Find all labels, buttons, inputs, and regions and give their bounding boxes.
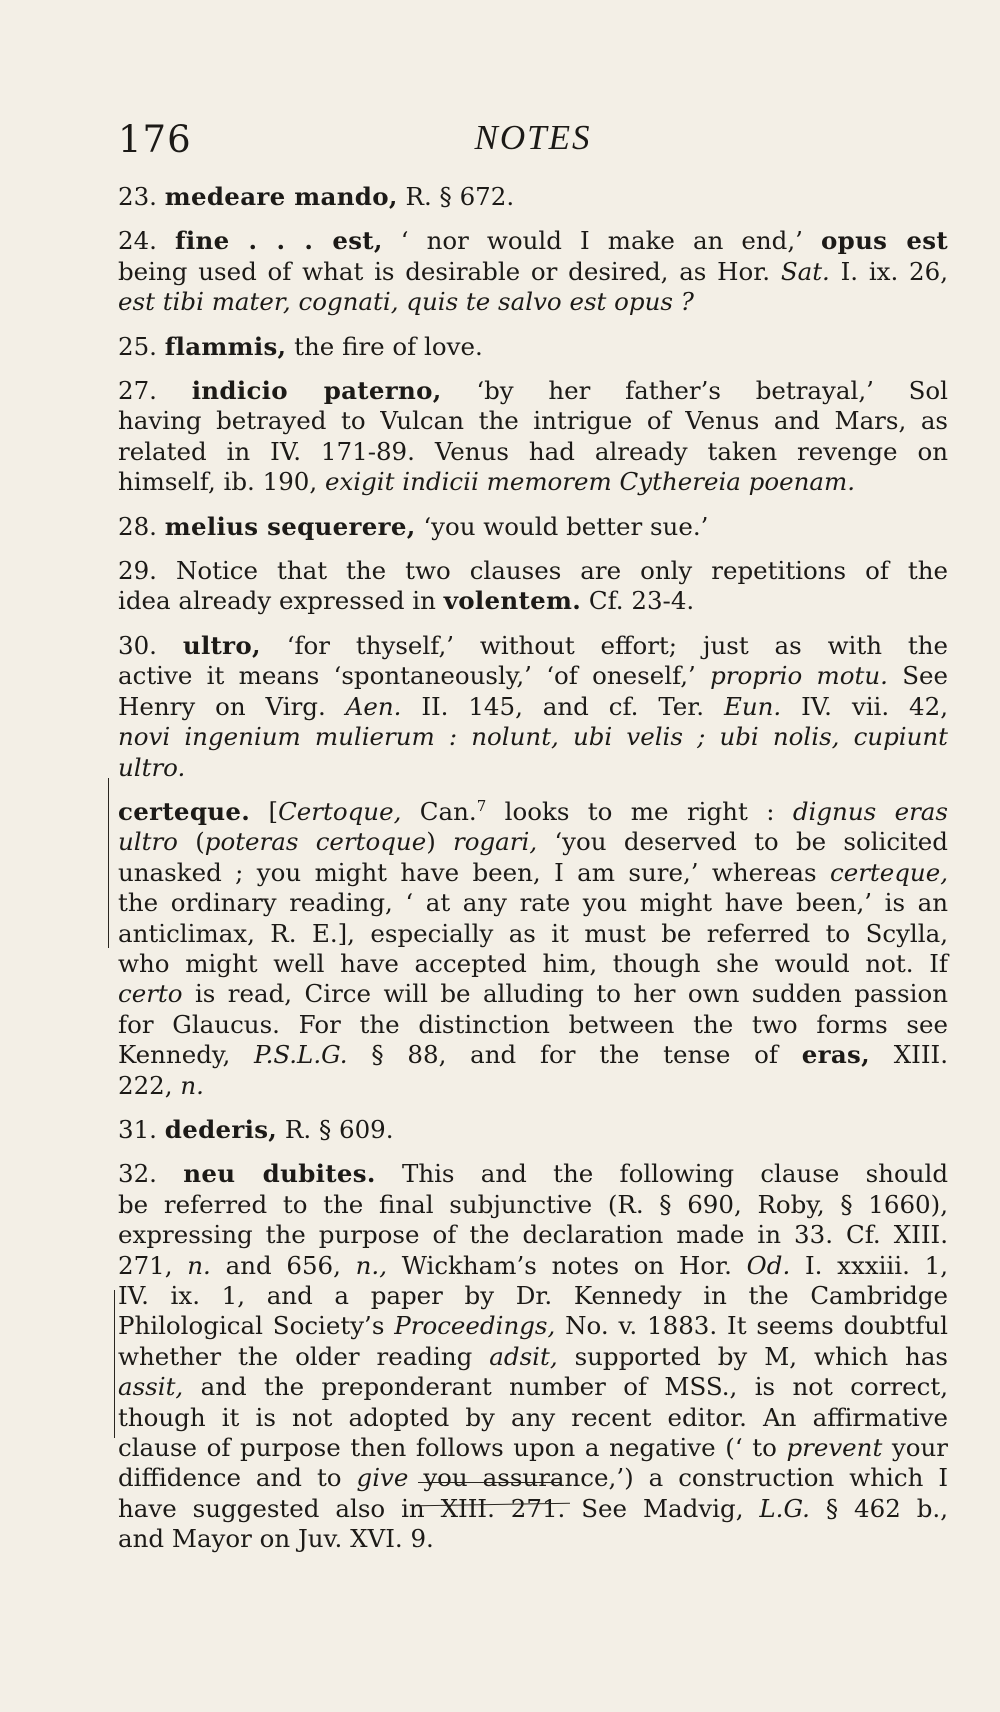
note-paragraph — [118, 797, 948, 1101]
text-run: IV. ix. 1, and a paper by Dr. Kennedy in the Cambridge — [118, 1281, 948, 1310]
text-line — [118, 1071, 948, 1101]
text-run: idea already expressed in — [118, 586, 444, 616]
text-line — [118, 1281, 948, 1311]
text-line — [118, 631, 948, 661]
lemma-text: volentem. — [443, 586, 582, 616]
text-run: 25. — [118, 331, 165, 361]
text-run: have suggested also in XIII. 271. See Madvig, — [118, 1493, 760, 1523]
lemma-text: indicio paterno, — [191, 376, 442, 406]
text-line — [118, 257, 948, 287]
text-line — [118, 226, 948, 256]
text-line — [118, 1040, 948, 1070]
text-line — [118, 753, 948, 783]
italic-text: Proceedings, — [394, 1311, 556, 1341]
margin-pencil-mark — [108, 778, 109, 948]
text-line — [118, 1311, 948, 1341]
text-line — [118, 1251, 948, 1281]
text-run: Wickham’s notes on Hor. — [387, 1250, 747, 1280]
text-run: No. v. 1883. It seems doubtful — [555, 1311, 948, 1341]
italic-text: n. — [187, 1250, 211, 1280]
text-run: II. 145, and cf. Ter. — [401, 691, 724, 721]
note-paragraph — [118, 376, 948, 498]
note-paragraph — [118, 226, 948, 317]
text-run: unasked ; you might have been, I am sure,’ whereas — [118, 857, 830, 887]
italic-text: est tibi mater, cognati, quis te salvo est opus ? — [118, 287, 694, 317]
italic-text: dignus eras — [792, 796, 948, 826]
text-line — [118, 1372, 948, 1402]
text-line — [118, 1524, 948, 1554]
text-run: is read, Circe will be alluding to her own sudden passion — [182, 979, 948, 1009]
italic-text: n., — [355, 1250, 388, 1280]
lemma-text: opus est — [821, 226, 948, 256]
text-line — [118, 376, 948, 406]
text-run: be referred to the final subjunctive (R. § 690, Roby, § 1660), — [118, 1189, 948, 1219]
italic-text: certeque, — [829, 857, 948, 887]
text-run: himself, ib. 190, — [118, 467, 325, 497]
italic-text: P.S.L.G. — [254, 1040, 348, 1070]
text-run: supported by M, which has — [557, 1341, 949, 1371]
text-run: whether the older reading — [118, 1341, 490, 1371]
text-line — [118, 586, 948, 616]
note-paragraph — [118, 556, 948, 617]
text-run: your — [882, 1433, 948, 1463]
italic-text: ultro. — [118, 752, 186, 782]
text-run: ‘for thyself,’ without effort; just as with the — [260, 630, 948, 660]
note-paragraph — [118, 631, 948, 783]
italic-text: certo — [118, 979, 183, 1009]
text-line — [118, 1494, 948, 1524]
text-run: ‘ nor would I make an end,’ — [382, 226, 821, 256]
text-run: Cf. 23-4. — [581, 586, 695, 616]
text-run: 271, — [118, 1250, 188, 1280]
text-line — [118, 827, 948, 857]
text-run: IV. vii. 42, — [781, 691, 948, 721]
text-run: ‘you would better sue.’ — [415, 511, 709, 541]
text-run: Henry on Virg. — [118, 691, 346, 721]
text-line — [118, 661, 948, 691]
text-line — [118, 919, 948, 949]
text-run: XIII. — [869, 1040, 948, 1070]
text-run: Can. — [401, 796, 477, 826]
lemma-text: melius sequerere, — [164, 511, 416, 541]
running-title: NOTES — [474, 118, 592, 157]
lemma-text: ultro, — [182, 630, 261, 660]
text-line — [118, 1220, 948, 1250]
text-run: diffidence and to — [118, 1463, 357, 1493]
text-run: [ — [250, 796, 279, 826]
text-run: for Glaucus. For the distinction between the two forms see — [118, 1009, 948, 1039]
text-line — [118, 1010, 948, 1040]
text-line — [118, 1190, 948, 1220]
text-run: § 88, and for the tense of — [347, 1040, 802, 1070]
text-line — [118, 797, 948, 827]
text-run: § 462 b., — [809, 1493, 948, 1523]
notes-body — [118, 182, 948, 1569]
text-run: related in IV. 171-89. Venus had already taken revenge on — [118, 436, 948, 466]
italic-text: n. — [180, 1070, 204, 1100]
note-paragraph — [118, 1159, 948, 1554]
italic-text: L.G. — [759, 1493, 810, 1523]
text-run: and the preponderant number of MSS., is not correct, — [183, 1372, 948, 1402]
text-run: R. § 672. — [397, 182, 515, 211]
lemma-text: flammis, — [164, 331, 287, 361]
text-line — [118, 556, 948, 586]
page-header — [118, 118, 948, 168]
text-run: you assurance,’) a construction which I — [408, 1463, 948, 1493]
note-paragraph — [118, 332, 948, 362]
text-line — [118, 858, 948, 888]
text-run: and Mayor on Juv. XVI. 9. — [118, 1524, 434, 1554]
italic-text: novi ingenium mulierum : nolunt, ubi velis ; ubi nolis, cupiunt — [118, 722, 948, 752]
note-paragraph — [118, 182, 948, 212]
text-run: looks to me right : — [486, 796, 793, 826]
text-run: though it is not adopted by any recent editor. An affirmative — [118, 1402, 948, 1432]
text-run: Philological Society’s — [118, 1311, 395, 1341]
text-line — [118, 1342, 948, 1372]
italic-text: rogari, — [453, 827, 538, 857]
text-line — [118, 722, 948, 752]
pencil-underline — [418, 1482, 560, 1483]
italic-text: poteras certoque — [204, 827, 427, 857]
lemma-text: fine . . . est, — [175, 226, 383, 256]
italic-text: Aen. — [345, 691, 402, 721]
text-line — [118, 437, 948, 467]
text-run: active it means ‘spontaneously,’ ‘of oneself,’ — [118, 661, 711, 691]
text-run: I. xxxiii. 1, — [790, 1250, 948, 1280]
text-run: the fire of love. — [286, 331, 483, 361]
text-run: 27. — [118, 376, 192, 406]
text-run: 31. — [118, 1114, 165, 1144]
lemma-text: eras, — [801, 1040, 870, 1070]
text-run: ) — [426, 827, 454, 857]
text-line — [118, 512, 948, 542]
text-run: Kennedy, — [118, 1040, 255, 1070]
text-line — [118, 1403, 948, 1433]
text-line — [118, 888, 948, 918]
text-run: having betrayed to Vulcan the intrigue of Venus and Mars, as — [118, 406, 948, 436]
italic-text: proprio motu. — [710, 661, 888, 691]
text-line — [118, 406, 948, 436]
text-run: See — [887, 661, 948, 691]
lemma-text: dederis, — [164, 1114, 278, 1144]
text-run: 30. — [118, 630, 183, 660]
text-run: 24. — [118, 226, 176, 256]
text-run: and 656, — [210, 1250, 356, 1280]
text-line — [118, 1433, 948, 1463]
text-run: ‘you deserved to be solicited — [537, 827, 948, 857]
text-line — [118, 1159, 948, 1189]
text-run: expressing the purpose of the declaration made in 33. Cf. XIII. — [118, 1220, 948, 1250]
text-run: R. § 609. — [277, 1114, 394, 1144]
page-number: 176 — [118, 118, 192, 161]
text-line — [118, 467, 948, 497]
text-run: 7 — [476, 796, 487, 815]
text-run: 29. Notice that the two clauses are only repetitions of the — [118, 556, 948, 586]
text-line — [118, 692, 948, 722]
margin-pencil-mark — [114, 1290, 115, 1438]
lemma-text: neu dubites. — [183, 1159, 376, 1189]
text-run: This and the following clause should — [375, 1159, 949, 1189]
text-line — [118, 332, 948, 362]
lemma-text: certeque. — [118, 796, 251, 826]
text-line — [118, 949, 948, 979]
text-line — [118, 1115, 948, 1145]
italic-text: Sat. — [780, 256, 830, 286]
text-run: who might well have accepted him, though she would not. If — [118, 948, 948, 978]
text-line — [118, 1463, 948, 1493]
lemma-text: medeare mando, — [164, 182, 398, 211]
italic-text: Od. — [746, 1250, 791, 1280]
text-run: being used of what is desirable or desired, as Hor. — [118, 256, 781, 286]
text-run: 222, — [118, 1070, 181, 1100]
italic-text: ultro — [118, 827, 178, 857]
italic-text: assit, — [118, 1372, 184, 1402]
text-run: the ordinary reading, ‘ at any rate you might have been,’ is an — [118, 888, 948, 918]
text-run: anticlimax, R. E.], especially as it must be referred to Scylla, — [118, 918, 948, 948]
italic-text: Eun. — [723, 691, 782, 721]
text-run: clause of purpose then follows upon a negative (‘ to — [118, 1433, 787, 1463]
note-paragraph — [118, 512, 948, 542]
text-line — [118, 979, 948, 1009]
italic-text: give — [356, 1463, 409, 1493]
text-run: I. ix. 26, — [829, 256, 948, 286]
text-run: 32. — [118, 1159, 184, 1189]
text-run: ‘by her father’s betrayal,’ Sol — [441, 376, 948, 406]
italic-text: prevent — [786, 1433, 883, 1463]
text-line — [118, 182, 948, 212]
text-run: 28. — [118, 511, 165, 541]
italic-text: Certoque, — [278, 796, 402, 826]
italic-text: adsit, — [489, 1341, 558, 1371]
text-line — [118, 287, 948, 317]
text-run: 23. — [118, 182, 165, 211]
italic-text: exigit indicii memorem Cythereia poenam. — [324, 467, 856, 497]
note-paragraph — [118, 1115, 948, 1145]
text-run: ( — [177, 827, 205, 857]
